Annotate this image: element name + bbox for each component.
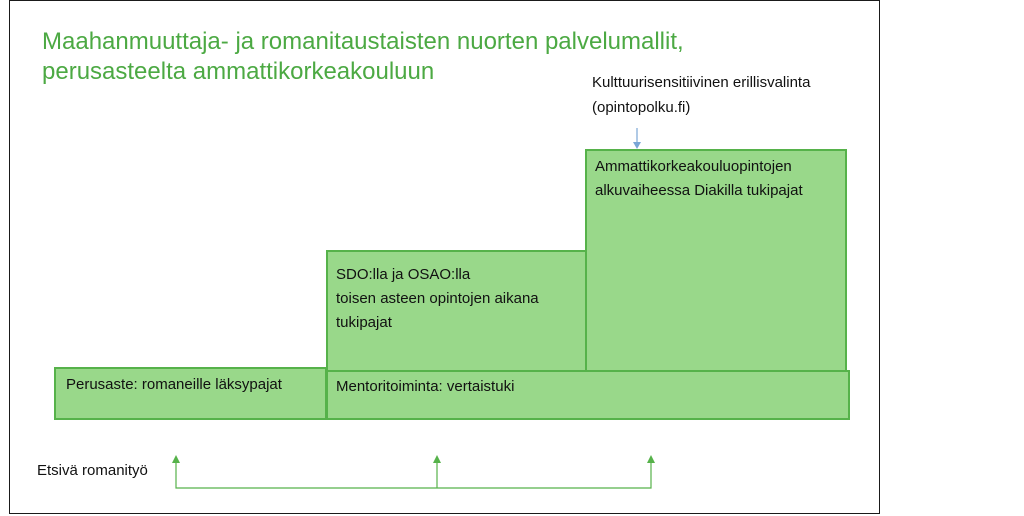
selection-note-line-1: Kulttuurisensitiivinen erillisvalinta: [592, 74, 811, 91]
mentoring-box-line-1: Mentoritoiminta: vertaistuki: [336, 378, 515, 395]
arrow-up-secondary-level: [433, 455, 441, 463]
note-arrow-head: [633, 142, 641, 149]
amk-box-line-2: alkuvaiheessa Diakilla tukipajat: [595, 182, 803, 199]
outreach-bracket-line: [176, 462, 651, 488]
secondary-level-box-line-2: toisen asteen opintojen aikana: [336, 290, 539, 307]
outreach-work-label: Etsivä romanityö: [37, 462, 148, 479]
selection-note-line-2: (opintopolku.fi): [592, 99, 691, 116]
arrow-up-basic-education: [172, 455, 180, 463]
arrow-up-amk: [647, 455, 655, 463]
amk-box-line-1: Ammattikorkeakouluopintojen: [595, 158, 792, 175]
diagram-title-line-1: Maahanmuuttaja- ja romanitaustaisten nuorten palvelumallit,: [42, 28, 684, 55]
secondary-level-box-line-1: SDO:lla ja OSAO:lla: [336, 266, 471, 283]
basic-education-box-line-1: Perusaste: romaneille läksypajat: [66, 376, 282, 393]
diagram-title-line-2: perusasteelta ammattikorkeakouluun: [42, 58, 435, 85]
secondary-level-box-line-3: tukipajat: [336, 314, 392, 331]
